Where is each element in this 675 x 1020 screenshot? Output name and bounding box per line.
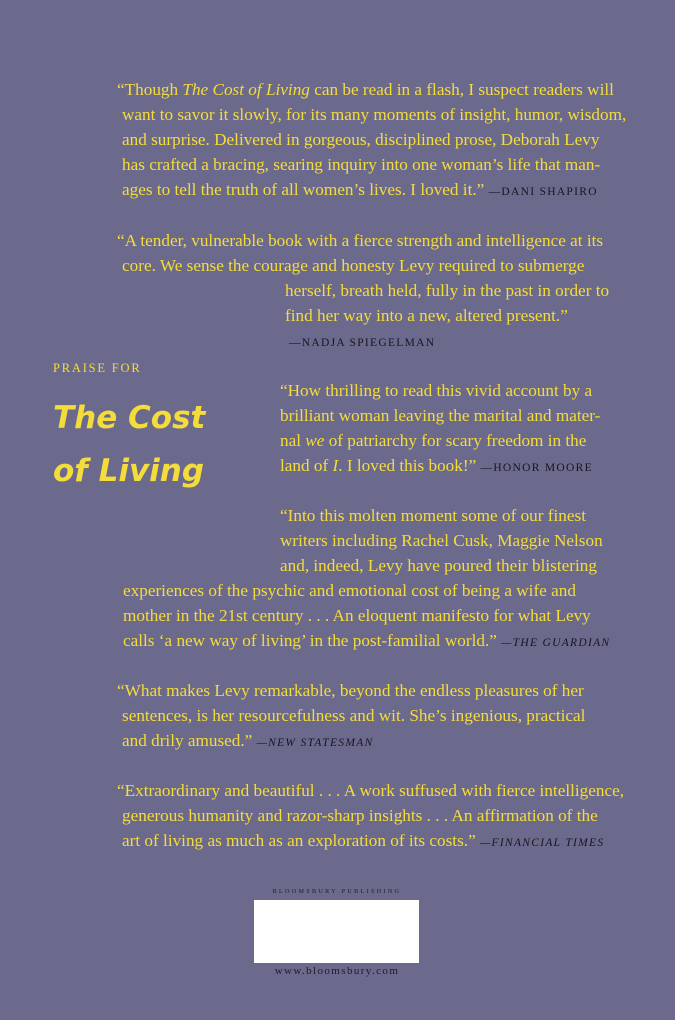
quote-attribution: —FINANCIAL TIMES	[480, 837, 605, 849]
quote-line	[285, 278, 609, 303]
quote-line	[117, 778, 624, 803]
quote-line	[122, 728, 585, 756]
quote-attribution: —HONOR MOORE	[480, 462, 593, 474]
quote-text: find her way into a new, altered present.”	[285, 306, 568, 325]
quote-text: brilliant woman leaving the marital and mater-	[280, 406, 601, 425]
quote-line	[285, 303, 609, 328]
book-title	[53, 392, 205, 498]
quote-line	[117, 228, 609, 253]
publisher-name: BLOOMSBURY PUBLISHING	[272, 889, 402, 895]
quote-honor-moore	[280, 378, 600, 481]
quote-line	[122, 102, 626, 127]
quote-attribution: —THE GUARDIAN	[501, 637, 611, 649]
quote-line	[122, 703, 585, 728]
quote-text: art of living as much as an exploration of its costs.”	[122, 831, 480, 850]
quote-line	[122, 127, 626, 152]
quote-line	[123, 628, 610, 656]
quote-line	[117, 678, 585, 703]
quote-text: core. We sense the courage and honesty Levy required to submerge	[122, 256, 585, 275]
quote-text: generous humanity and razor-sharp insights . . . An affirmation of the	[122, 806, 598, 825]
quote-line	[280, 553, 610, 578]
quote-text: has crafted a bracing, searing inquiry into one woman’s life that man-	[122, 155, 601, 174]
book-title-line-2: of Living	[53, 453, 205, 489]
quote-text: “What makes Levy remarkable, beyond the endless pleasures of her	[117, 681, 584, 700]
quote-text: writers including Rachel Cusk, Maggie Nelson	[280, 531, 603, 550]
quote-text: can be read in a flash, I suspect readers will	[309, 80, 614, 99]
quote-line	[117, 77, 626, 102]
quote-nadja-spiegelman	[117, 228, 609, 356]
praise-for-label: PRAISE FOR	[53, 361, 142, 375]
quote-text: ages to tell the truth of all women’s lives. I loved it.”	[122, 180, 489, 199]
publisher-website: www.bloomsbury.com	[274, 965, 400, 977]
quote-text: and drily amused.”	[122, 731, 257, 750]
quote-line	[280, 503, 610, 528]
quote-italic-text: The Cost of Living	[182, 80, 310, 99]
quote-text: and, indeed, Levy have poured their blistering	[280, 556, 597, 575]
quote-line	[123, 603, 610, 628]
quote-text: “How thrilling to read this vivid account by a	[280, 381, 593, 400]
quote-the-guardian	[123, 503, 610, 656]
quote-text: “A tender, vulnerable book with a fierce strength and intelligence at its	[117, 231, 604, 250]
quote-line	[280, 528, 610, 553]
quote-text: “Though	[117, 80, 183, 99]
quote-attribution: —NADJA SPIEGELMAN	[289, 337, 436, 349]
quote-dani-shapiro	[117, 77, 626, 205]
quote-financial-times	[117, 778, 624, 856]
quote-attribution: —NEW STATESMAN	[256, 737, 374, 749]
quote-text: herself, breath held, fully in the past in order to	[285, 281, 610, 300]
quote-line	[122, 152, 626, 177]
quote-text: experiences of the psychic and emotional cost of being a wife and	[123, 581, 576, 600]
quote-italic-text: we	[305, 431, 325, 450]
quote-text: “Extraordinary and beautiful . . . A work suffused with fierce intelligence,	[117, 781, 625, 800]
quote-text: sentences, is her resourcefulness and wit. She’s ingenious, practical	[122, 706, 586, 725]
quote-text: mother in the 21st century . . . An eloquent manifesto for what Levy	[123, 606, 591, 625]
book-title-line-1: The Cost	[53, 400, 206, 436]
quote-line	[280, 378, 600, 403]
quote-text: land of	[280, 456, 333, 475]
quote-new-statesman	[117, 678, 585, 756]
quote-line	[122, 828, 624, 856]
quote-line	[122, 253, 609, 278]
quote-text: want to savor it slowly, for its many moments of insight, humor, wisdom,	[122, 105, 627, 124]
quote-text: . I loved this book!”	[338, 456, 481, 475]
quote-line	[122, 803, 624, 828]
quote-line	[122, 177, 626, 205]
quote-line	[289, 328, 609, 356]
quote-line	[280, 453, 600, 481]
quote-italic-text: I	[332, 456, 339, 475]
quote-text: “Into this molten moment some of our finest	[280, 506, 586, 525]
quote-text: calls ‘a new way of living’ in the post-familial world.”	[123, 631, 502, 650]
quote-attribution: —DANI SHAPIRO	[488, 186, 598, 198]
quote-line	[280, 403, 600, 428]
quote-text: and surprise. Delivered in gorgeous, disciplined prose, Deborah Levy	[122, 130, 600, 149]
quote-text: nal	[280, 431, 306, 450]
quote-line	[280, 428, 600, 453]
barcode-box	[254, 900, 419, 963]
quote-text: of patriarchy for scary freedom in the	[324, 431, 587, 450]
quote-line	[123, 578, 610, 603]
